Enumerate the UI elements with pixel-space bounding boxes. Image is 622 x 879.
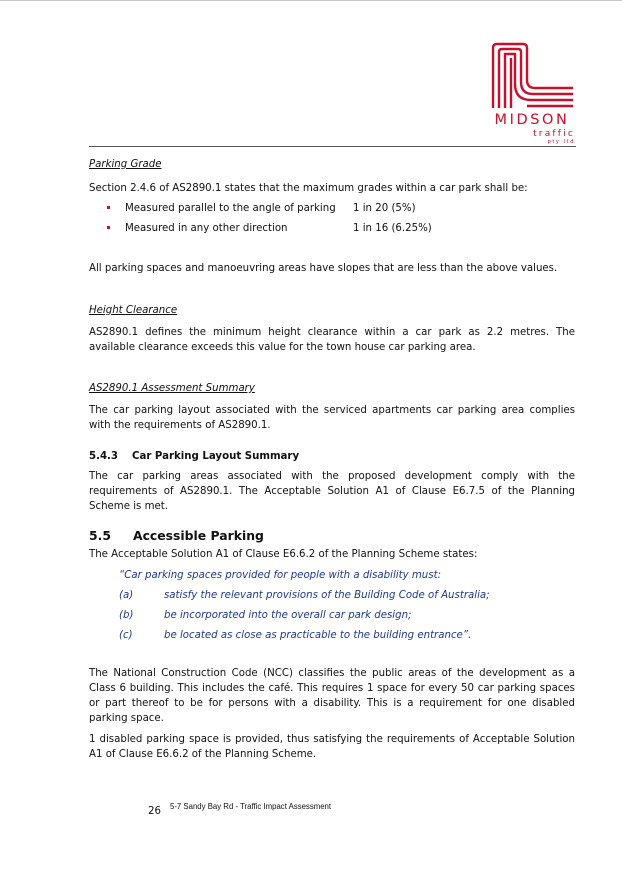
header-rule bbox=[89, 146, 576, 147]
top-rule bbox=[0, 0, 622, 1]
section-number: 5.4.3 bbox=[89, 451, 119, 462]
section-5-5-intro: The Acceptable Solution A1 of Clause E6.6.2 of the Planning Scheme states: bbox=[89, 549, 478, 560]
grade-list bbox=[89, 201, 575, 241]
assessment-summary-heading: AS2890.1 Assessment Summary bbox=[89, 383, 255, 394]
planning-scheme-quote bbox=[89, 568, 575, 648]
parking-grade-intro: Section 2.4.6 of AS2890.1 states that the maximum grades within a car park shall be: bbox=[89, 183, 528, 194]
logo-mark-icon bbox=[487, 40, 577, 110]
grade-value: 1 in 16 (6.25%) bbox=[353, 223, 432, 234]
grade-value: 1 in 20 (5%) bbox=[353, 203, 416, 214]
logo-subtitle: traffic bbox=[533, 129, 575, 139]
logo-name: MIDSON bbox=[494, 112, 570, 128]
ncc-paragraph: The National Construction Code (NCC) classifies the public areas of the development as a Class 6 building. This includes the café. This requires 1 space for every 50 car parking spaces or part thereof to be for persons with a disability. This is a requirement for one disabled parking space. bbox=[89, 668, 575, 724]
quote-item-text: be located as close as practicable to the building entrance”. bbox=[164, 630, 472, 641]
compliance-paragraph: 1 disabled parking space is provided, thus satisfying the requirements of Acceptable Solution A1 of Clause E6.6.2 of the Planning Scheme. bbox=[89, 734, 575, 760]
quote-item-text: satisfy the relevant provisions of the Building Code of Australia; bbox=[164, 590, 490, 601]
bullet-icon bbox=[107, 226, 110, 229]
list-item bbox=[89, 221, 575, 241]
height-clearance-text: AS2890.1 defines the minimum height clearance within a car park as 2.2 metres. The available clearance exceeds this value for the town house car parking area. bbox=[89, 327, 575, 353]
section-title: Car Parking Layout Summary bbox=[132, 451, 300, 462]
height-clearance-heading: Height Clearance bbox=[89, 305, 178, 316]
list-item bbox=[89, 588, 575, 608]
midson-logo bbox=[487, 40, 577, 145]
list-item bbox=[89, 628, 575, 648]
section-number: 5.5 bbox=[89, 528, 111, 543]
parking-grade-heading: Parking Grade bbox=[89, 159, 162, 170]
quote-lead: “Car parking spaces provided for people with a disability must: bbox=[119, 570, 442, 581]
section-5-5-heading bbox=[89, 528, 575, 543]
footer-title: 5-7 Sandy Bay Rd - Traffic Impact Assessment bbox=[170, 802, 332, 811]
parking-grade-conclusion: All parking spaces and manoeuvring areas have slopes that are less than the above values. bbox=[89, 263, 558, 274]
logo-subtitle-small: pty ltd bbox=[547, 139, 575, 145]
quote-item-label: (a) bbox=[119, 590, 134, 601]
document-body bbox=[89, 157, 575, 762]
section-5-4-3-heading bbox=[89, 449, 575, 464]
list-item bbox=[89, 201, 575, 221]
grade-condition: Measured parallel to the angle of parking bbox=[125, 203, 336, 214]
assessment-summary-text: The car parking layout associated with the serviced apartments car parking area complies with the requirements of AS2890.1. bbox=[89, 405, 575, 431]
section-5-4-3-text: The car parking areas associated with the proposed development comply with the requirements of AS2890.1. The Acceptable Solution A1 of Clause E6.7.5 of the Planning Scheme is met. bbox=[89, 471, 575, 512]
page-number: 26 bbox=[148, 806, 161, 817]
list-item bbox=[89, 608, 575, 628]
section-title: Accessible Parking bbox=[133, 528, 264, 543]
quote-item-label: (c) bbox=[119, 630, 133, 641]
bullet-icon bbox=[107, 206, 110, 209]
quote-item-text: be incorporated into the overall car park design; bbox=[164, 610, 412, 621]
quote-item-label: (b) bbox=[119, 610, 134, 621]
grade-condition: Measured in any other direction bbox=[125, 223, 288, 234]
